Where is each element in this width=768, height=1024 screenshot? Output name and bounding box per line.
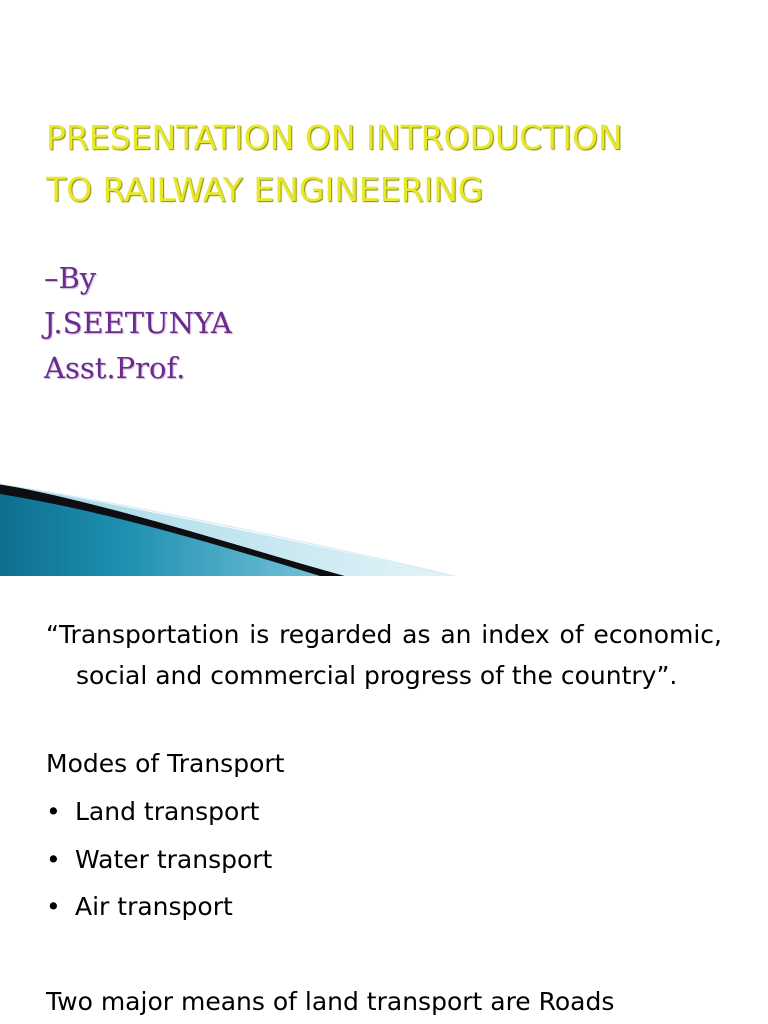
list-item-label: Air transport (75, 892, 233, 921)
content-slide (0, 576, 768, 1024)
modes-heading: Modes of Transport (46, 749, 285, 778)
decorative-swoosh (0, 476, 768, 576)
bullet-dot: • (46, 797, 61, 826)
bullet-dot: • (46, 892, 61, 921)
title-line-1: PRESENTATION ON INTRODUCTION (46, 118, 623, 157)
author-byline (44, 256, 232, 391)
list-item-label: Water transport (75, 844, 273, 874)
bullet-dot: • (46, 844, 61, 874)
byline-by: –By (44, 261, 97, 295)
list-item (46, 883, 272, 931)
title-line-2: TO RAILWAY ENGINEERING (46, 170, 484, 209)
land-transport-sentence: Two major means of land transport are Roads (46, 987, 615, 1016)
list-item (46, 836, 272, 884)
transport-mode-list (46, 788, 272, 931)
presentation-title (46, 112, 746, 216)
author-name: J.SEETUNYA (44, 306, 232, 340)
list-item (46, 788, 272, 836)
list-item-label: Land transport (75, 797, 260, 826)
author-designation: Asst.Prof. (44, 351, 186, 385)
transportation-quote: “Transportation is regarded as an index of economic, social and commercial progress of the country”. (46, 620, 722, 690)
